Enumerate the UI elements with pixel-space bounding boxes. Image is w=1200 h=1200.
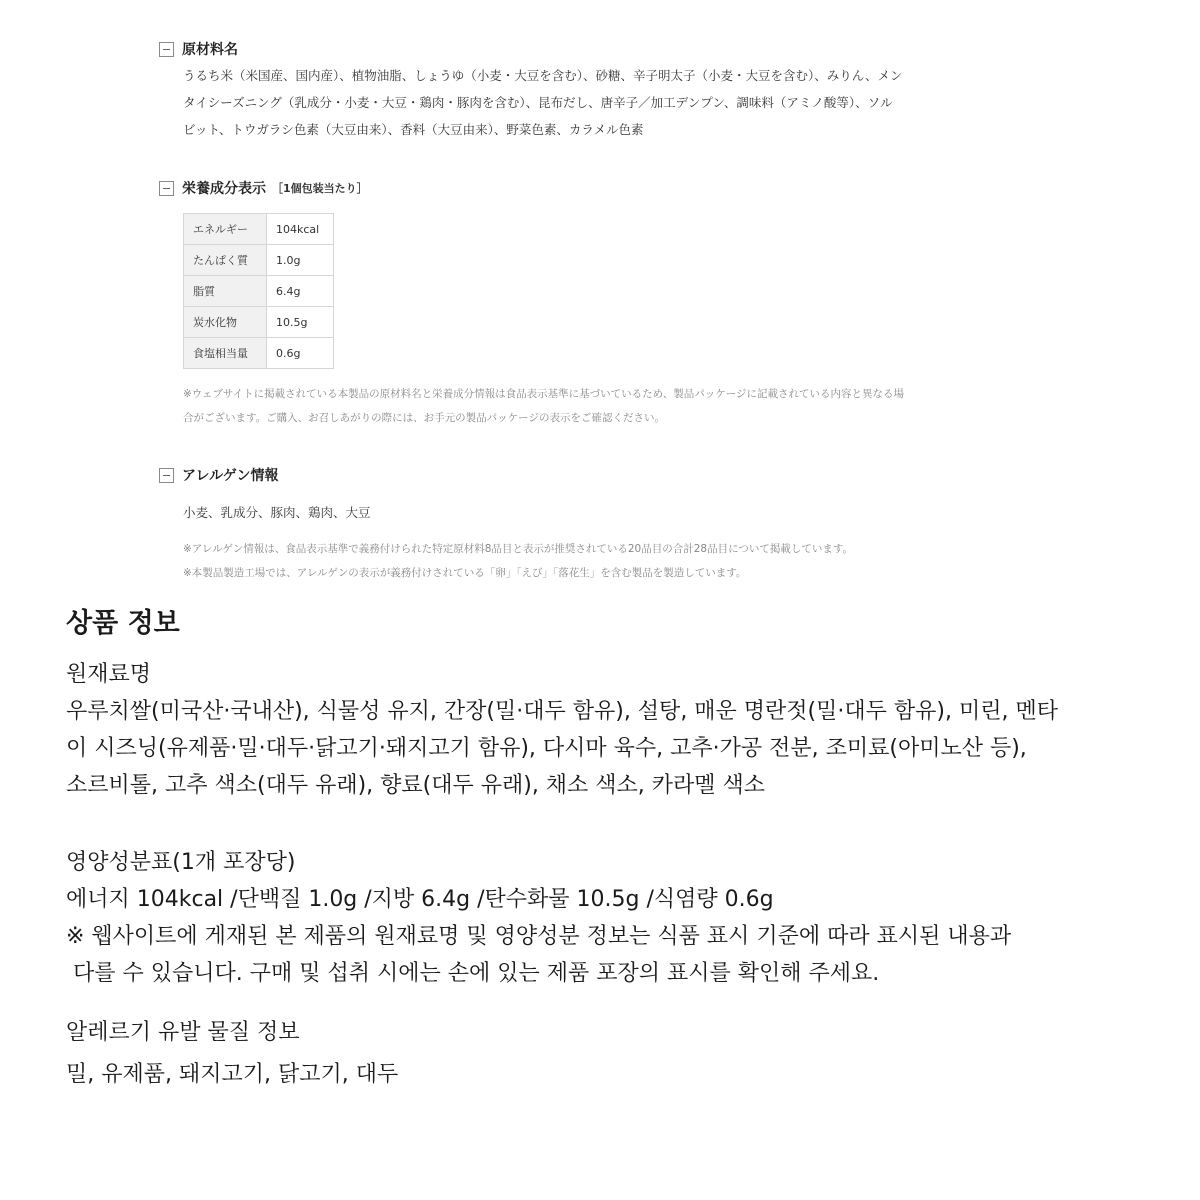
ingredients-line: タイシーズニング（乳成分・小麦・大豆・鶏肉・豚肉を含む）、昆布だし、唐辛子／加工デンプン、調味料（アミノ酸等）、ソル [183,95,893,110]
nutrition-table [183,213,334,369]
ingredients-line: 소르비톨, 고추 색소(대두 유래), 향료(대두 유래), 채소 색소, 카라멜 색소 [66,773,766,798]
table-row [184,338,334,369]
ingredients-line: 우루치쌀(미국산·국내산), 식물성 유지, 간장(밀·대두 함유), 설탕, 매운 명란젓(밀·대두 함유), 미린, 멘타 [66,699,1058,724]
nutrient-value: 104kcal [267,214,334,245]
note-line: 合がございます。ご購入、お召しあがりの際には、お手元の製品パッケージの表示をご確認ください。 [183,412,665,424]
collapse-icon[interactable] [159,181,174,196]
nutrient-value: 10.5g [267,307,334,338]
ingredients-block-ko [66,656,1156,804]
nutrition-notes [183,382,1013,430]
ingredients-title: 原材料名 [182,42,238,58]
table-row [184,307,334,338]
table-row [184,214,334,245]
note-line: ※本製品製造工場では、アレルゲンの表示が義務付けされている「卵」「えび」「落花生」を含む製品を製造しています。 [183,567,747,579]
allergen-list: 小麦、乳成分、豚肉、鶏肉、大豆 [183,505,371,520]
nutrition-section-header [159,178,368,198]
nutrient-value: 6.4g [267,276,334,307]
ingredients-line: ビット、トウガラシ色素（大豆由来）、香料（大豆由来）、野菜色素、カラメル色素 [183,122,644,137]
ingredients-text [183,62,1013,143]
nutrition-subtitle: ［1個包装当たり］ [272,182,368,195]
allergen-block-ko [66,1014,1156,1093]
nutrient-label: エネルギー [184,214,267,245]
page-title: 상품 정보 [66,608,180,639]
notice-line: ※ 웹사이트에 게재된 본 제품의 원재료명 및 영양성분 정보는 식품 표시 기준에 따라 표시된 내용과 [66,924,1012,949]
allergen-line: 밀, 유제품, 돼지고기, 닭고기, 대두 [66,1062,399,1087]
nutrient-value: 0.6g [267,338,334,369]
allergen-title: アレルゲン情報 [182,468,279,484]
ingredients-heading: 원재료명 [66,662,152,687]
nutrition-title: 栄養成分表示 [182,181,266,197]
note-line: ※アレルゲン情報は、食品表示基準で義務付けられた特定原材料8品目と表示が推奨されている20品目の合計28品目について掲載しています。 [183,543,854,555]
allergen-notes [183,537,1013,585]
ingredients-line: うるち米（米国産、国内産）、植物油脂、しょうゆ（小麦・大豆を含む）、砂糖、辛子明太子（小麦・大豆を含む）、みりん、メン [183,68,903,83]
collapse-icon[interactable] [159,468,174,483]
notice-line: 다를 수 있습니다. 구매 및 섭취 시에는 손에 있는 제품 포장의 표시를 확인해 주세요. [66,961,880,986]
note-line: ※ウェブサイトに掲載されている本製品の原材料名と栄養成分情報は食品表示基準に基づいているため、製品パッケージに記載されている内容と異なる場 [183,388,905,400]
ingredients-line: 이 시즈닝(유제품·밀·대두·닭고기·돼지고기 함유), 다시마 육수, 고추·가공 전분, 조미료(아미노산 등), [66,736,1027,761]
nutrient-label: 食塩相当量 [184,338,267,369]
ingredients-section-header [159,39,238,59]
table-row [184,276,334,307]
nutrient-label: 炭水化物 [184,307,267,338]
allergen-section-header [159,465,279,485]
nutrient-label: たんぱく質 [184,245,267,276]
collapse-icon[interactable] [159,42,174,57]
nutrition-line: 에너지 104kcal /단백질 1.0g /지방 6.4g /탄수화물 10.5g /식염량 0.6g [66,887,774,912]
nutrition-heading: 영양성분표(1개 포장당) [66,850,296,875]
table-row [184,245,334,276]
nutrition-block-ko [66,844,1156,992]
nutrient-label: 脂質 [184,276,267,307]
allergen-heading: 알레르기 유발 물질 정보 [66,1020,300,1045]
nutrient-value: 1.0g [267,245,334,276]
